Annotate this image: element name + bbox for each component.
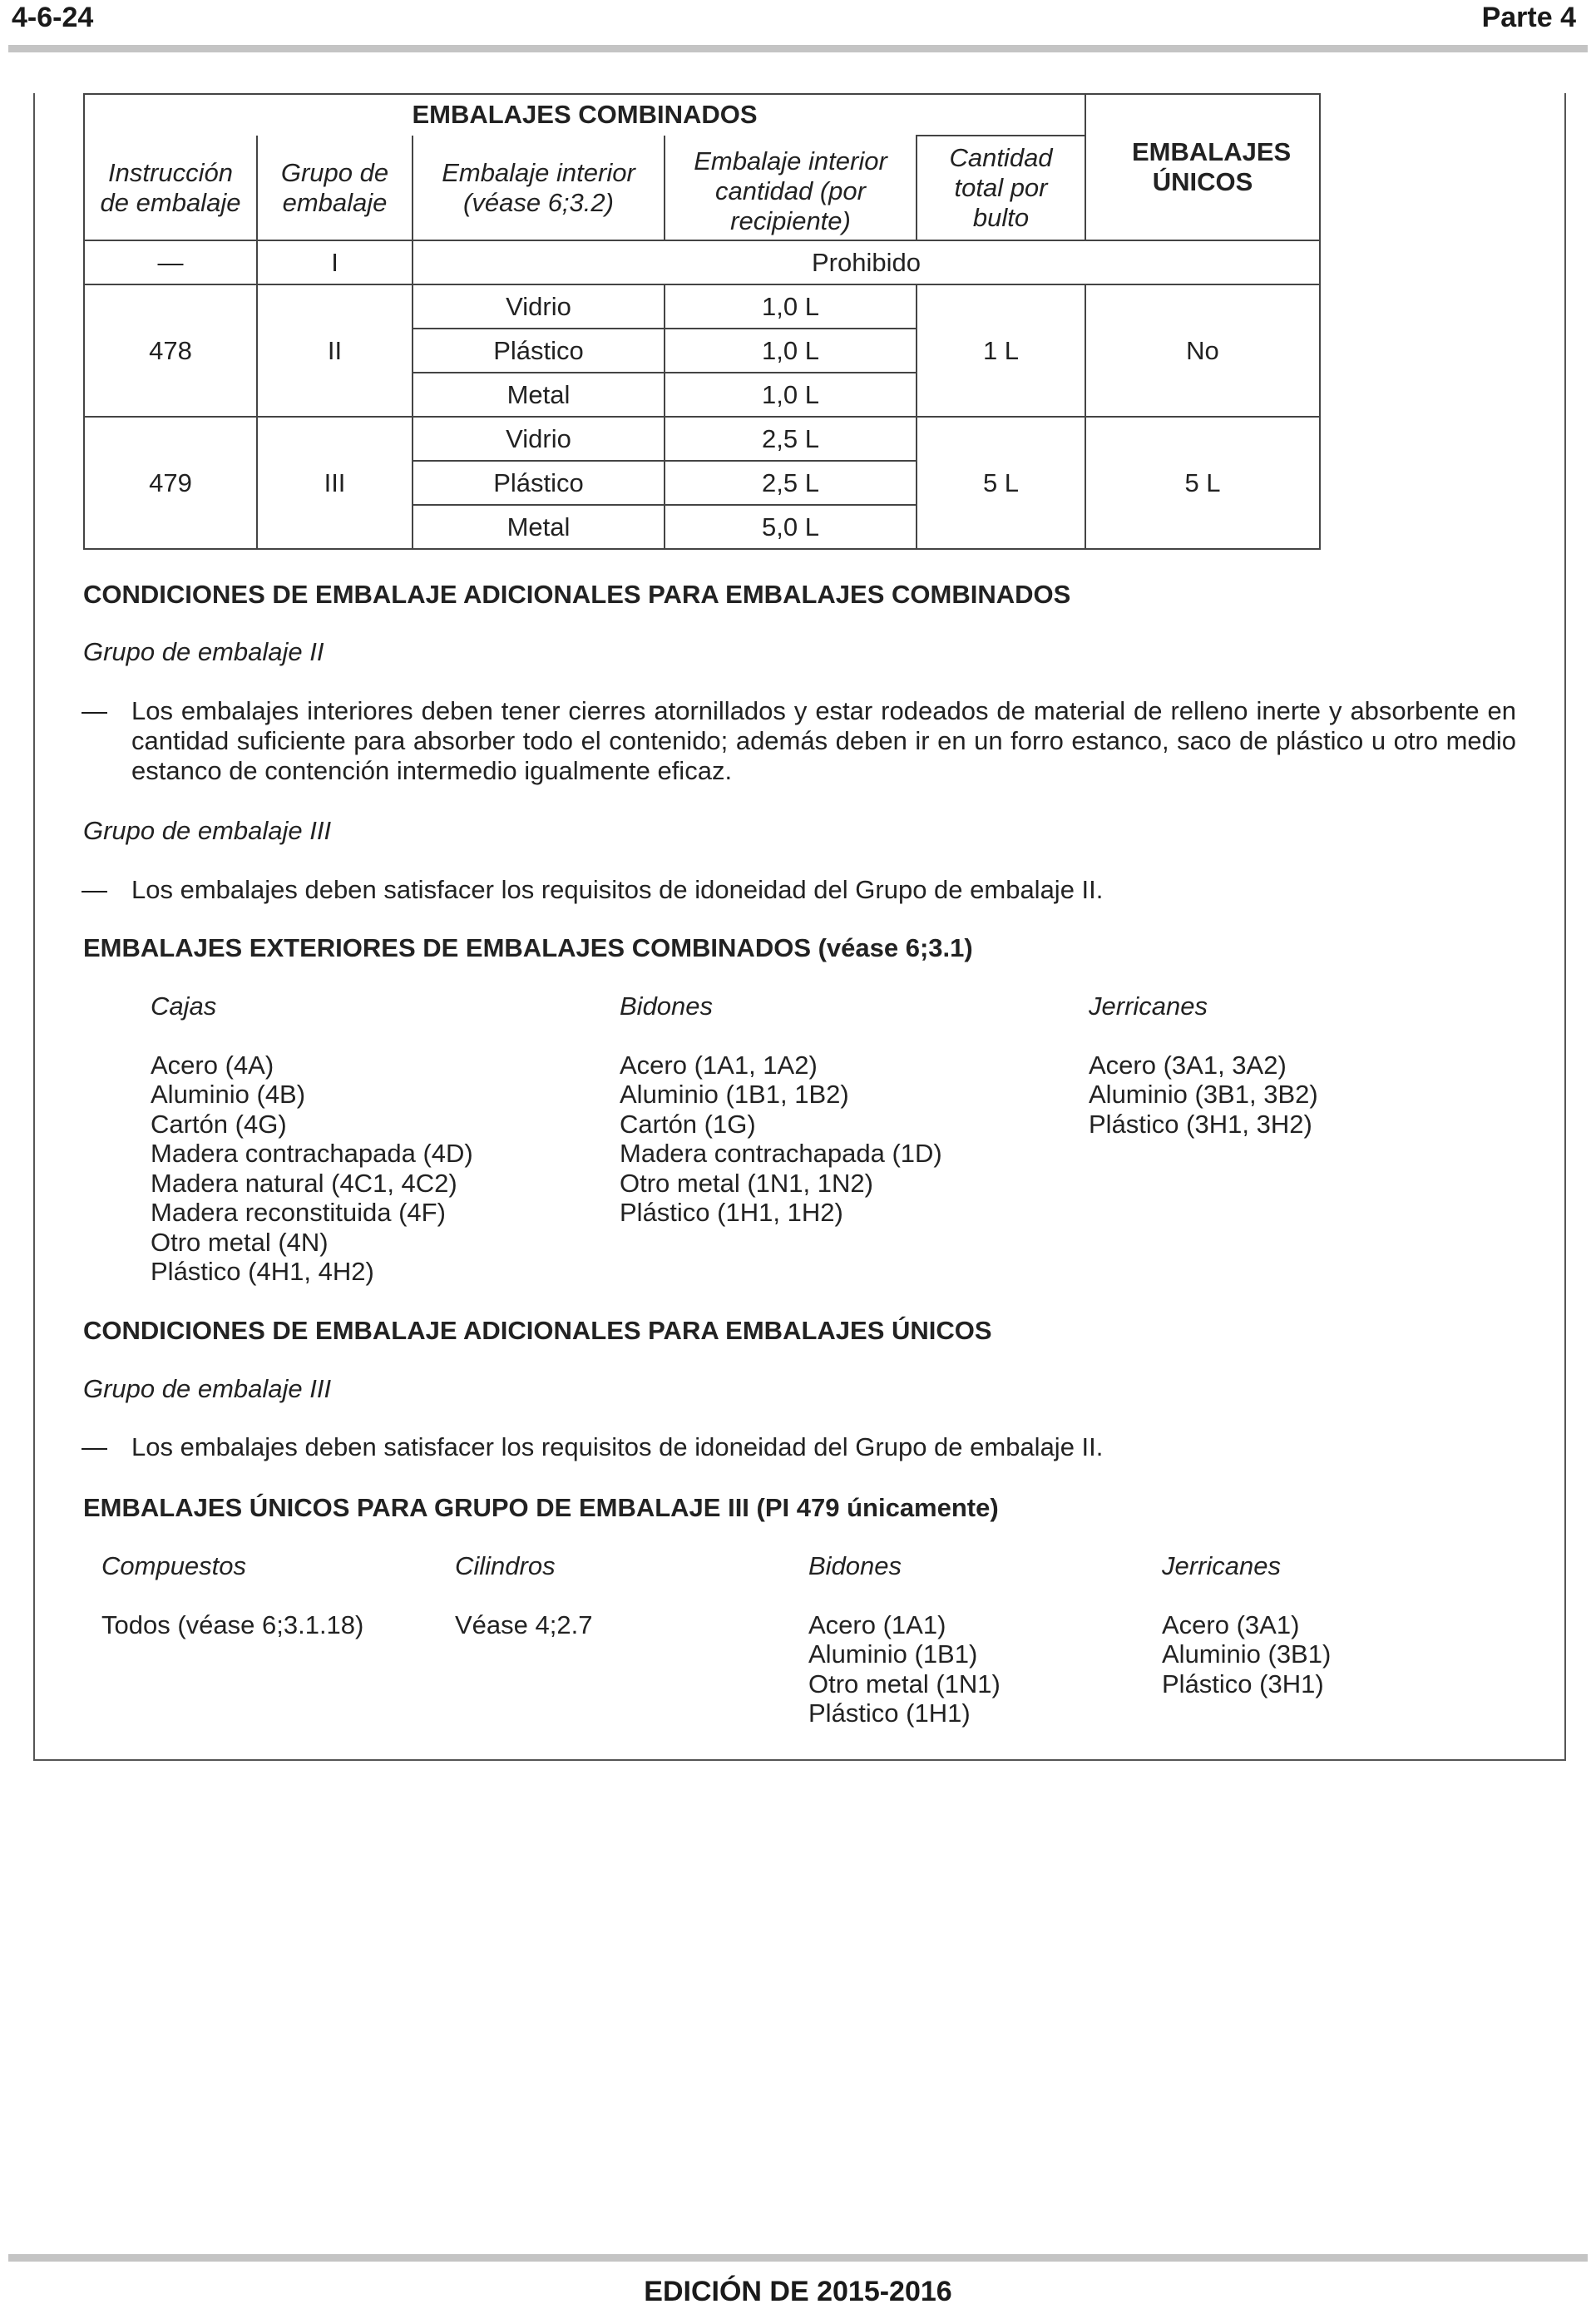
pi479-quantity: 2,5 L xyxy=(665,461,917,505)
pi479-material: Metal xyxy=(413,505,665,549)
list-item: Plástico (4H1, 4H2) xyxy=(151,1257,374,1286)
page-reference: 4-6-24 xyxy=(12,2,94,33)
column-title: Compuestos xyxy=(101,1551,247,1580)
list-item: Cartón (4G) xyxy=(151,1109,287,1139)
list-item: Acero (3A1, 3A2) xyxy=(1089,1050,1287,1080)
single-packagings-heading: EMBALAJES ÚNICOS PARA GRUPO DE EMBALAJE III (PI 479 únicamente) xyxy=(83,1493,999,1522)
dash-marker: — xyxy=(82,875,107,904)
pi478-total: 1 L xyxy=(917,284,1085,417)
list-item: Madera reconstituida (4F) xyxy=(151,1198,446,1227)
inner-quantity-header: Embalaje interior cantidad (por recipiente) xyxy=(665,136,917,240)
dash-marker: — xyxy=(82,696,107,725)
forbidden-group: I xyxy=(257,240,413,284)
list-item: Madera contrachapada (1D) xyxy=(620,1139,942,1168)
pi478-material: Plástico xyxy=(413,329,665,373)
outer-packagings-heading: EMBALAJES EXTERIORES DE EMBALAJES COMBINADOS (véase 6;3.1) xyxy=(83,933,973,962)
part-label: Parte 4 xyxy=(1481,2,1576,33)
column-title: Bidones xyxy=(808,1551,902,1580)
total-quantity-header: Cantidad total por bulto xyxy=(917,136,1085,240)
list-item: Acero (3A1) xyxy=(1162,1609,1300,1639)
list-item: Cartón (1G) xyxy=(620,1109,756,1139)
drums-column xyxy=(808,1551,1001,1728)
pi479-quantity: 2,5 L xyxy=(665,417,917,461)
footer-rule xyxy=(8,2254,1588,2262)
single-packagings-header: EMBALAJES ÚNICOS xyxy=(1085,94,1320,240)
pi479-instruction: 479 xyxy=(84,417,257,549)
list-item: Plástico (1H1) xyxy=(808,1698,971,1728)
list-item: Otro metal (4N) xyxy=(151,1227,329,1257)
list-item: Acero (1A1) xyxy=(808,1609,946,1639)
inner-packaging-header: Embalaje interior (véase 6;3.2) xyxy=(413,136,665,240)
list-item: Plástico (3H1) xyxy=(1162,1669,1324,1698)
list-item: Madera contrachapada (4D) xyxy=(151,1139,473,1168)
group-iii-label: Grupo de embalaje III xyxy=(83,816,332,845)
pi478-single: No xyxy=(1085,284,1320,417)
list-item: Aluminio (3B1) xyxy=(1162,1639,1332,1669)
group-iii-label: Grupo de embalaje III xyxy=(83,1374,332,1403)
forbidden-text: Prohibido xyxy=(413,240,1320,284)
jerricans-column xyxy=(1089,991,1318,1139)
pi478-quantity: 1,0 L xyxy=(665,329,917,373)
list-item: Véase 4;2.7 xyxy=(455,1609,593,1639)
column-title: Jerricanes xyxy=(1089,991,1208,1021)
list-item: Aluminio (3B1, 3B2) xyxy=(1089,1080,1318,1109)
composites-column xyxy=(101,1551,363,1639)
combined-conditions-heading: CONDICIONES DE EMBALAJE ADICIONALES PARA EMBALAJES COMBINADOS xyxy=(83,580,1071,609)
edition-footer: EDICIÓN DE 2015-2016 xyxy=(644,2276,952,2307)
pi479-material: Vidrio xyxy=(413,417,665,461)
boxes-column xyxy=(151,991,473,1287)
instruction-header: Instrucción de embalaje xyxy=(84,136,257,240)
list-item: Todos (véase 6;3.1.18) xyxy=(101,1609,364,1639)
list-item: Aluminio (1B1, 1B2) xyxy=(620,1080,849,1109)
pi478-quantity: 1,0 L xyxy=(665,373,917,417)
drums-column xyxy=(620,991,942,1228)
single-conditions-heading: CONDICIONES DE EMBALAJE ADICIONALES PARA EMBALAJES ÚNICOS xyxy=(83,1316,992,1345)
list-item: Madera natural (4C1, 4C2) xyxy=(151,1168,457,1198)
pi478-material: Metal xyxy=(413,373,665,417)
pi478-material: Vidrio xyxy=(413,284,665,329)
column-title: Bidones xyxy=(620,991,714,1021)
list-item: Aluminio (4B) xyxy=(151,1080,306,1109)
group-ii-text: Los embalajes interiores deben tener cierres atornillados y estar rodeados de material de relleno inerte y absorbente en cantidad suficiente para absorber todo el contenido; además deben ir en un forro estanco, saco de plástico u otro medio estanco de contención intermedio igualmente eficaz. xyxy=(131,696,1516,785)
column-title: Cilindros xyxy=(455,1551,556,1580)
cylinders-column xyxy=(455,1551,592,1639)
list-item: Aluminio (1B1) xyxy=(808,1639,978,1669)
list-item: Acero (1A1, 1A2) xyxy=(620,1050,818,1080)
packing-instruction-table xyxy=(83,93,1321,550)
list-item: Otro metal (1N1, 1N2) xyxy=(620,1168,873,1198)
pi479-group: III xyxy=(257,417,413,549)
header-rule xyxy=(8,45,1588,52)
pi478-group: II xyxy=(257,284,413,417)
list-item: Plástico (3H1, 3H2) xyxy=(1089,1109,1312,1139)
pi479-single: 5 L xyxy=(1085,417,1320,549)
pi479-quantity: 5,0 L xyxy=(665,505,917,549)
list-item: Otro metal (1N1) xyxy=(808,1669,1001,1698)
list-item: Acero (4A) xyxy=(151,1050,274,1080)
list-item: Plástico (1H1, 1H2) xyxy=(620,1198,843,1227)
combined-packagings-title: EMBALAJES COMBINADOS xyxy=(84,94,1085,136)
pi479-total: 5 L xyxy=(917,417,1085,549)
column-title: Jerricanes xyxy=(1162,1551,1281,1580)
pi478-quantity: 1,0 L xyxy=(665,284,917,329)
forbidden-instruction: — xyxy=(84,240,257,284)
dash-marker: — xyxy=(82,1432,107,1461)
pi478-instruction: 478 xyxy=(84,284,257,417)
group-iii-text: Los embalajes deben satisfacer los requisitos de idoneidad del Grupo de embalaje II. xyxy=(131,1432,1104,1461)
jerricans-column xyxy=(1162,1551,1331,1698)
group-iii-text: Los embalajes deben satisfacer los requisitos de idoneidad del Grupo de embalaje II. xyxy=(131,875,1104,904)
group-header: Grupo de embalaje xyxy=(257,136,413,240)
pi479-material: Plástico xyxy=(413,461,665,505)
group-ii-label: Grupo de embalaje II xyxy=(83,637,324,666)
column-title: Cajas xyxy=(151,991,217,1021)
